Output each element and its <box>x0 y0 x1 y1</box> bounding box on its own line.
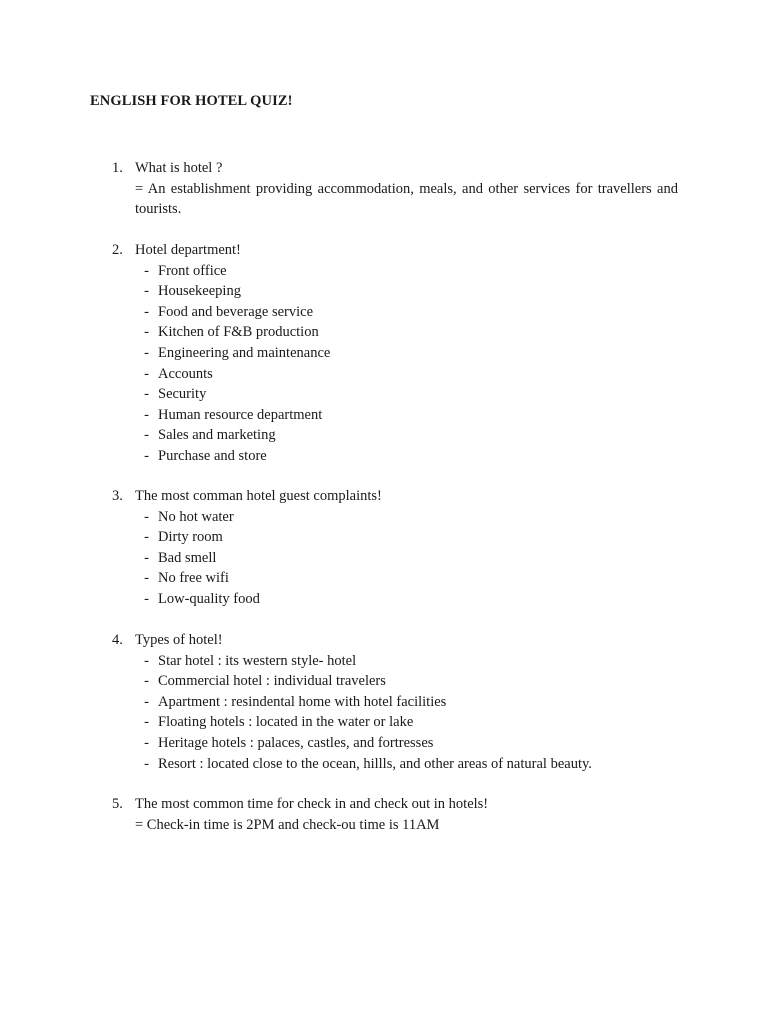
question-number: 3. <box>112 488 123 504</box>
list-item: - Resort : located close to the ocean, hillls, and other areas of natural beauty. <box>144 755 592 772</box>
list-item: - Kitchen of F&B production <box>144 324 319 341</box>
complaint-list <box>112 507 678 610</box>
list-item: - Engineering and maintenance <box>144 344 331 361</box>
question-3 <box>112 486 678 610</box>
document-title: ENGLISH FOR HOTEL QUIZ! <box>90 93 293 109</box>
question-number: 5. <box>112 796 123 812</box>
list-item: - Commercial hotel : individual travelers <box>144 673 386 690</box>
department-list <box>112 261 678 467</box>
list-item: - Apartment : resindental home with hotel facilities <box>144 693 447 710</box>
question-answer: = An establishment providing accommodation, meals, and other services for travellers and tourists. <box>135 180 678 218</box>
list-item: - Accounts <box>144 365 213 382</box>
question-2 <box>112 240 678 467</box>
list-item: - Housekeeping <box>144 283 241 300</box>
question-4 <box>112 630 678 774</box>
list-item: - Bad smell <box>144 549 217 566</box>
question-text: The most common time for check in and check out in hotels! <box>135 796 489 812</box>
question-5 <box>112 794 678 835</box>
question-text: What is hotel ? <box>135 160 223 176</box>
question-1 <box>112 158 678 220</box>
list-item: - Sales and marketing <box>144 427 276 444</box>
list-item: - Heritage hotels : palaces, castles, and fortresses <box>144 734 434 751</box>
list-item: - Star hotel : its western style- hotel <box>144 652 357 669</box>
list-item: - Food and beverage service <box>144 303 314 320</box>
question-number: 1. <box>112 160 123 176</box>
list-item: - Front office <box>144 262 227 279</box>
question-answer: = Check-in time is 2PM and check-ou time is 11AM <box>135 816 440 833</box>
list-item: - No hot water <box>144 508 234 525</box>
question-text: Hotel department! <box>135 242 241 258</box>
list-item: - Purchase and store <box>144 447 267 464</box>
list-item: - Low-quality food <box>144 590 260 607</box>
question-text: Types of hotel! <box>135 632 223 648</box>
list-item: - Dirty room <box>144 529 223 546</box>
list-item: - Human resource department <box>144 406 323 423</box>
hotel-type-list <box>112 651 678 775</box>
list-item: - No free wifi <box>144 570 229 587</box>
question-text: The most comman hotel guest complaints! <box>135 488 382 504</box>
list-item: - Floating hotels : located in the water or lake <box>144 714 414 731</box>
list-item: - Security <box>144 386 207 403</box>
question-number: 2. <box>112 242 123 258</box>
question-number: 4. <box>112 632 123 648</box>
